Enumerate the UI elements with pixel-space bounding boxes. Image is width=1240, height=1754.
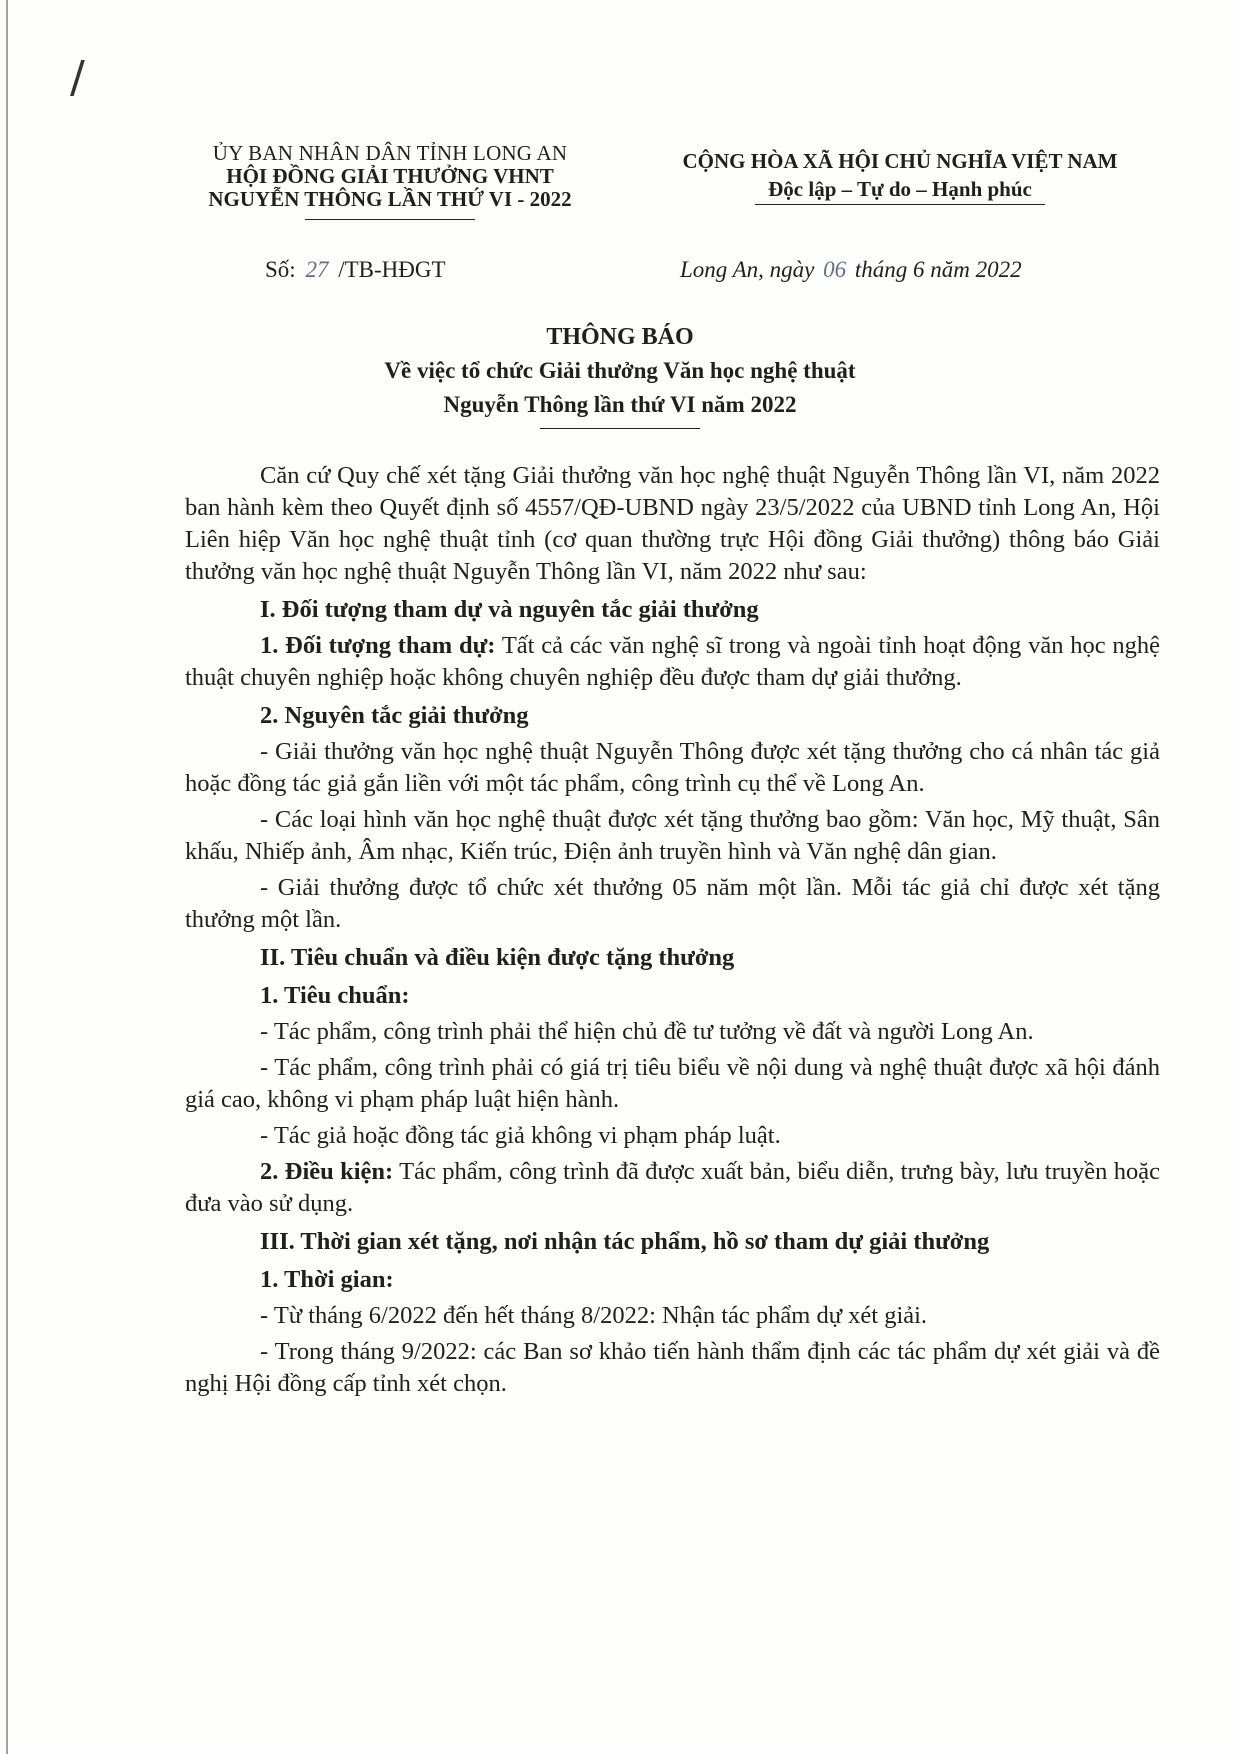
doc-number-handwritten: 27	[305, 257, 329, 282]
authority-line-3: NGUYỄN THÔNG LẦN THỨ VI - 2022	[208, 187, 572, 211]
authority-line-2: HỘI ĐỒNG GIẢI THƯỞNG VHNT	[226, 164, 554, 188]
scan-edge-line	[6, 0, 8, 1754]
section-2-heading: II. Tiêu chuẩn và điều kiện được tặng thưởng	[260, 944, 735, 971]
section-1-item-2-para-2: - Các loại hình văn học nghệ thuật được xét tặng thưởng bao gồm: Văn học, Mỹ thuật, Sân khấu, Nhiếp ảnh, Âm nhạc, Kiến trúc, Điện ảnh truyền hình và Văn nghệ dân gian.	[185, 806, 1160, 865]
national-motto-header	[640, 147, 1160, 205]
title-line-3: Nguyễn Thông lần thứ VI năm 2022	[443, 392, 797, 417]
date-prefix: Long An, ngày	[680, 257, 815, 282]
section-3-item-1-para-1: - Từ tháng 6/2022 đến hết tháng 8/2022: Nhận tác phẩm dự xét giải.	[260, 1302, 928, 1329]
document-date	[680, 257, 1022, 283]
section-1-item-2-heading: 2. Nguyên tắc giải thưởng	[260, 702, 529, 729]
section-2-item-1-para-2: - Tác phẩm, công trình phải có giá trị tiêu biểu về nội dung và nghệ thuật được xã hội đánh giá cao, không vi phạm pháp luật hiện hành.	[185, 1054, 1160, 1113]
section-1-item-2-para-1: - Giải thưởng văn học nghệ thuật Nguyễn Thông được xét tặng thưởng cho cá nhân tác giả hoặc đồng tác giả gắn liền với một tác phẩm, công trình cụ thể về Long An.	[185, 738, 1160, 797]
section-3-heading: III. Thời gian xét tặng, nơi nhận tác phẩm, hồ sơ tham dự giải thưởng	[260, 1228, 990, 1255]
title-line-2: Về việc tổ chức Giải thưởng Văn học nghệ thuật	[384, 358, 856, 383]
title-underline	[540, 428, 700, 429]
section-3-item-1-para-2: - Trong tháng 9/2022: các Ban sơ khảo tiến hành thẩm định các tác phẩm dự xét giải và đề nghị Hội đồng cấp tỉnh xét chọn.	[185, 1338, 1160, 1397]
doc-number-prefix: Số:	[265, 257, 296, 282]
date-suffix: tháng 6 năm 2022	[854, 257, 1022, 282]
date-handwritten-day: 06	[823, 257, 847, 282]
authority-line-1: ỦY BAN NHÂN DÂN TỈNH LONG AN	[212, 141, 568, 165]
section-1-item-2-para-3: - Giải thưởng được tổ chức xét thưởng 05 năm một lần. Mỗi tác giả chỉ được xét tặng thưởng một lần.	[185, 874, 1160, 933]
section-1-item-1-label: 1. Đối tượng tham dự:	[260, 632, 496, 659]
section-1-item-1	[185, 630, 1160, 694]
intro-paragraph: Căn cứ Quy chế xét tặng Giải thưởng văn học nghệ thuật Nguyễn Thông lần VI, năm 2022 ban hành kèm theo Quyết định số 4557/QĐ-UBND ngày 23/5/2022 của UBND tỉnh Long An, Hội Liên hiệp Văn học nghệ thuật tỉnh (cơ quan thường trực Hội đồng Giải thưởng) thông báo Giải thưởng văn học nghệ thuật Nguyễn Thông lần VI, năm 2022 như sau:	[185, 462, 1160, 585]
section-1-heading: I. Đối tượng tham dự và nguyên tắc giải thưởng	[260, 596, 759, 623]
section-2-item-1-heading: 1. Tiêu chuẩn:	[260, 982, 410, 1009]
section-2-item-1-para-3: - Tác giả hoặc đồng tác giả không vi phạm pháp luật.	[260, 1122, 781, 1149]
motto-underline	[755, 204, 1045, 205]
motto: Độc lập – Tự do – Hạnh phúc	[768, 177, 1032, 201]
document-number	[265, 257, 446, 283]
section-2-item-2-label: 2. Điều kiện:	[260, 1158, 394, 1185]
country-name: CỘNG HÒA XÃ HỘI CHỦ NGHĨA VIỆT NAM	[682, 149, 1118, 173]
authority-underline	[305, 219, 475, 220]
handwritten-slash-mark: /	[70, 52, 85, 103]
section-2-item-2	[185, 1156, 1160, 1220]
section-3-item-1-heading: 1. Thời gian:	[260, 1266, 394, 1293]
document-title	[180, 320, 1060, 429]
section-2-item-1-para-1: - Tác phẩm, công trình phải thể hiện chủ đề tư tưởng về đất và người Long An.	[260, 1018, 1034, 1045]
section-1-item-1-text: Tất cả các văn nghệ sĩ trong và ngoài tỉnh hoạt động văn học nghệ thuật chuyên nghiệp hoặc không chuyên nghiệp đều được tham dự giải thưởng.	[185, 632, 1161, 691]
section-2-item-2-text: Tác phẩm, công trình đã được xuất bản, biểu diễn, trưng bày, lưu truyền hoặc đưa vào sử dụng.	[185, 1158, 1160, 1217]
document-body	[185, 460, 1160, 1404]
issuing-authority-header	[170, 142, 610, 220]
doc-number-suffix: /TB-HĐGT	[338, 257, 446, 282]
title-line-1: THÔNG BÁO	[546, 324, 694, 350]
